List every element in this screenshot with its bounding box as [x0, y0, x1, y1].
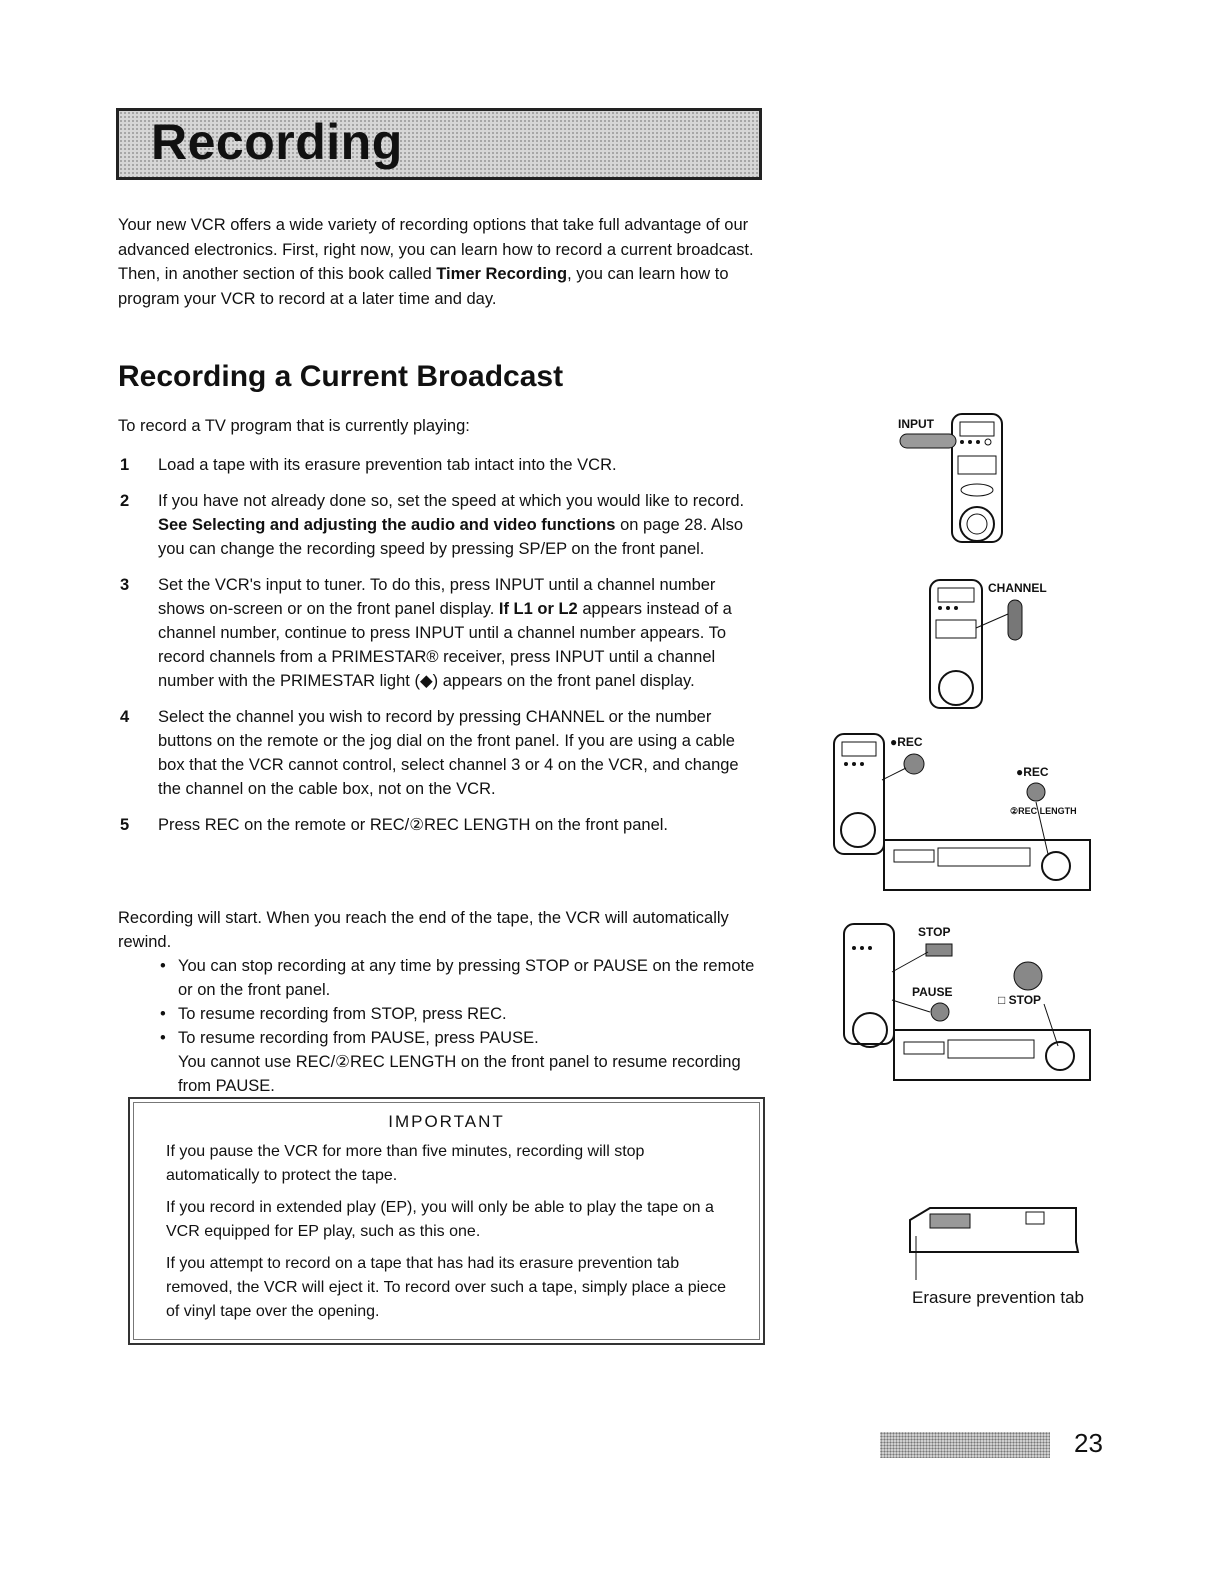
important-paragraph: If you record in extended play (EP), you will only be able to play the tape on a VCR equipped for EP play, such as this one.	[166, 1199, 714, 1240]
steps-list	[118, 453, 758, 849]
step-item	[118, 813, 758, 837]
step-text: Load a tape with its erasure prevention tab intact into the VCR.	[158, 456, 617, 474]
rec-panel-label: ●REC	[1016, 765, 1049, 779]
page-number: 23	[1074, 1428, 1103, 1458]
step-item	[118, 705, 758, 801]
step-number: 3	[120, 576, 130, 594]
illustrations	[830, 400, 1130, 1340]
step-number: 5	[120, 816, 130, 834]
channel-label: CHANNEL	[988, 581, 1047, 595]
step-bold-ref: See Selecting and adjusting the audio and video functions	[158, 516, 616, 534]
intro-paragraph	[118, 213, 768, 311]
intro-text-1: Your new VCR offers a wide variety of recording options that take full advantage of our advanced electronics. First, right now, you can learn how to record a current broadcast. Then, in another section of this book called	[118, 216, 754, 283]
step-bold-ref: If L1 or L2	[498, 600, 578, 618]
important-paragraph: If you pause the VCR for more than five minutes, recording will stop automatically to protect the tape.	[166, 1143, 645, 1184]
step-text: appears instead of a channel number, continue to press INPUT until a channel number appears. To record channels from a PRIMESTAR® receiver, press INPUT until a channel number with the PRIMESTAR light (◆) appears on the front panel display.	[158, 600, 732, 690]
bullet-item: • To resume recording from PAUSE, press PAUSE.	[176, 1026, 758, 1050]
step-text: Set the VCR's input to tuner. To do this, press INPUT until a channel number shows on-screen or on the front panel display.	[158, 576, 716, 618]
stop-pause-figure	[844, 924, 1090, 1080]
bullet-list	[118, 954, 758, 1050]
bullet-item: • To resume recording from STOP, press REC.	[176, 1002, 758, 1026]
rec-remote-label: ●REC	[890, 735, 923, 749]
important-box	[128, 1097, 765, 1345]
figure-caption: Erasure prevention tab	[912, 1288, 1084, 1307]
resume-note: You cannot use REC/②REC LENGTH on the front panel to resume recording from PAUSE.	[178, 1053, 741, 1095]
remote-input-figure	[898, 414, 1002, 542]
remote-channel-figure	[930, 580, 1047, 708]
intro-bold-link: Timer Recording	[436, 265, 568, 283]
step-number: 4	[120, 708, 130, 726]
section-heading: Recording a Current Broadcast	[118, 360, 564, 393]
page-title: Recording	[151, 114, 403, 170]
step-item	[118, 573, 758, 693]
section-lead: To record a TV program that is currently playing:	[118, 417, 470, 435]
rec-length-label: ②REC LENGTH	[1010, 806, 1077, 816]
after-steps	[118, 906, 758, 1098]
step-number: 1	[120, 456, 130, 474]
important-title: IMPORTANT	[388, 1112, 505, 1131]
stop-panel-label: □ STOP	[998, 993, 1042, 1007]
step-text: on page 28. Also you can change the recording speed by pressing SP/EP on the front panel.	[158, 516, 744, 558]
step-text: Select the channel you wish to record by pressing CHANNEL or the number buttons on the remote or the jog dial on the front panel. If you are using a cable box that the VCR cannot control, select channel 3 or 4 on the VCR, and change the channel on the cable box, not on the VCR.	[158, 708, 739, 798]
stop-label: STOP	[918, 925, 951, 939]
step-number: 2	[120, 492, 130, 510]
step-item	[118, 453, 758, 477]
step-item	[118, 489, 758, 561]
important-paragraph: If you attempt to record on a tape that has had its erasure prevention tab removed, the VCR will eject it. To record over such a tape, simply place a piece of vinyl tape over the opening.	[166, 1255, 726, 1320]
after-text: Recording will start. When you reach the end of the tape, the VCR will automatically rewind.	[118, 909, 729, 951]
page-number-bar	[880, 1432, 1050, 1458]
rec-figure	[834, 734, 1090, 890]
title-banner	[116, 108, 762, 180]
step-text: Press REC on the remote or REC/②REC LENGTH on the front panel.	[158, 816, 668, 834]
intro-text-2: , you can learn how to program your VCR to record at a later time and day.	[118, 265, 729, 308]
cassette-figure	[910, 1208, 1078, 1280]
step-text: If you have not already done so, set the speed at which you would like to record.	[158, 492, 745, 510]
pause-label: PAUSE	[912, 985, 953, 999]
input-label: INPUT	[898, 417, 934, 431]
bullet-item: • You can stop recording at any time by pressing STOP or PAUSE on the remote or on the front panel.	[176, 954, 758, 1002]
